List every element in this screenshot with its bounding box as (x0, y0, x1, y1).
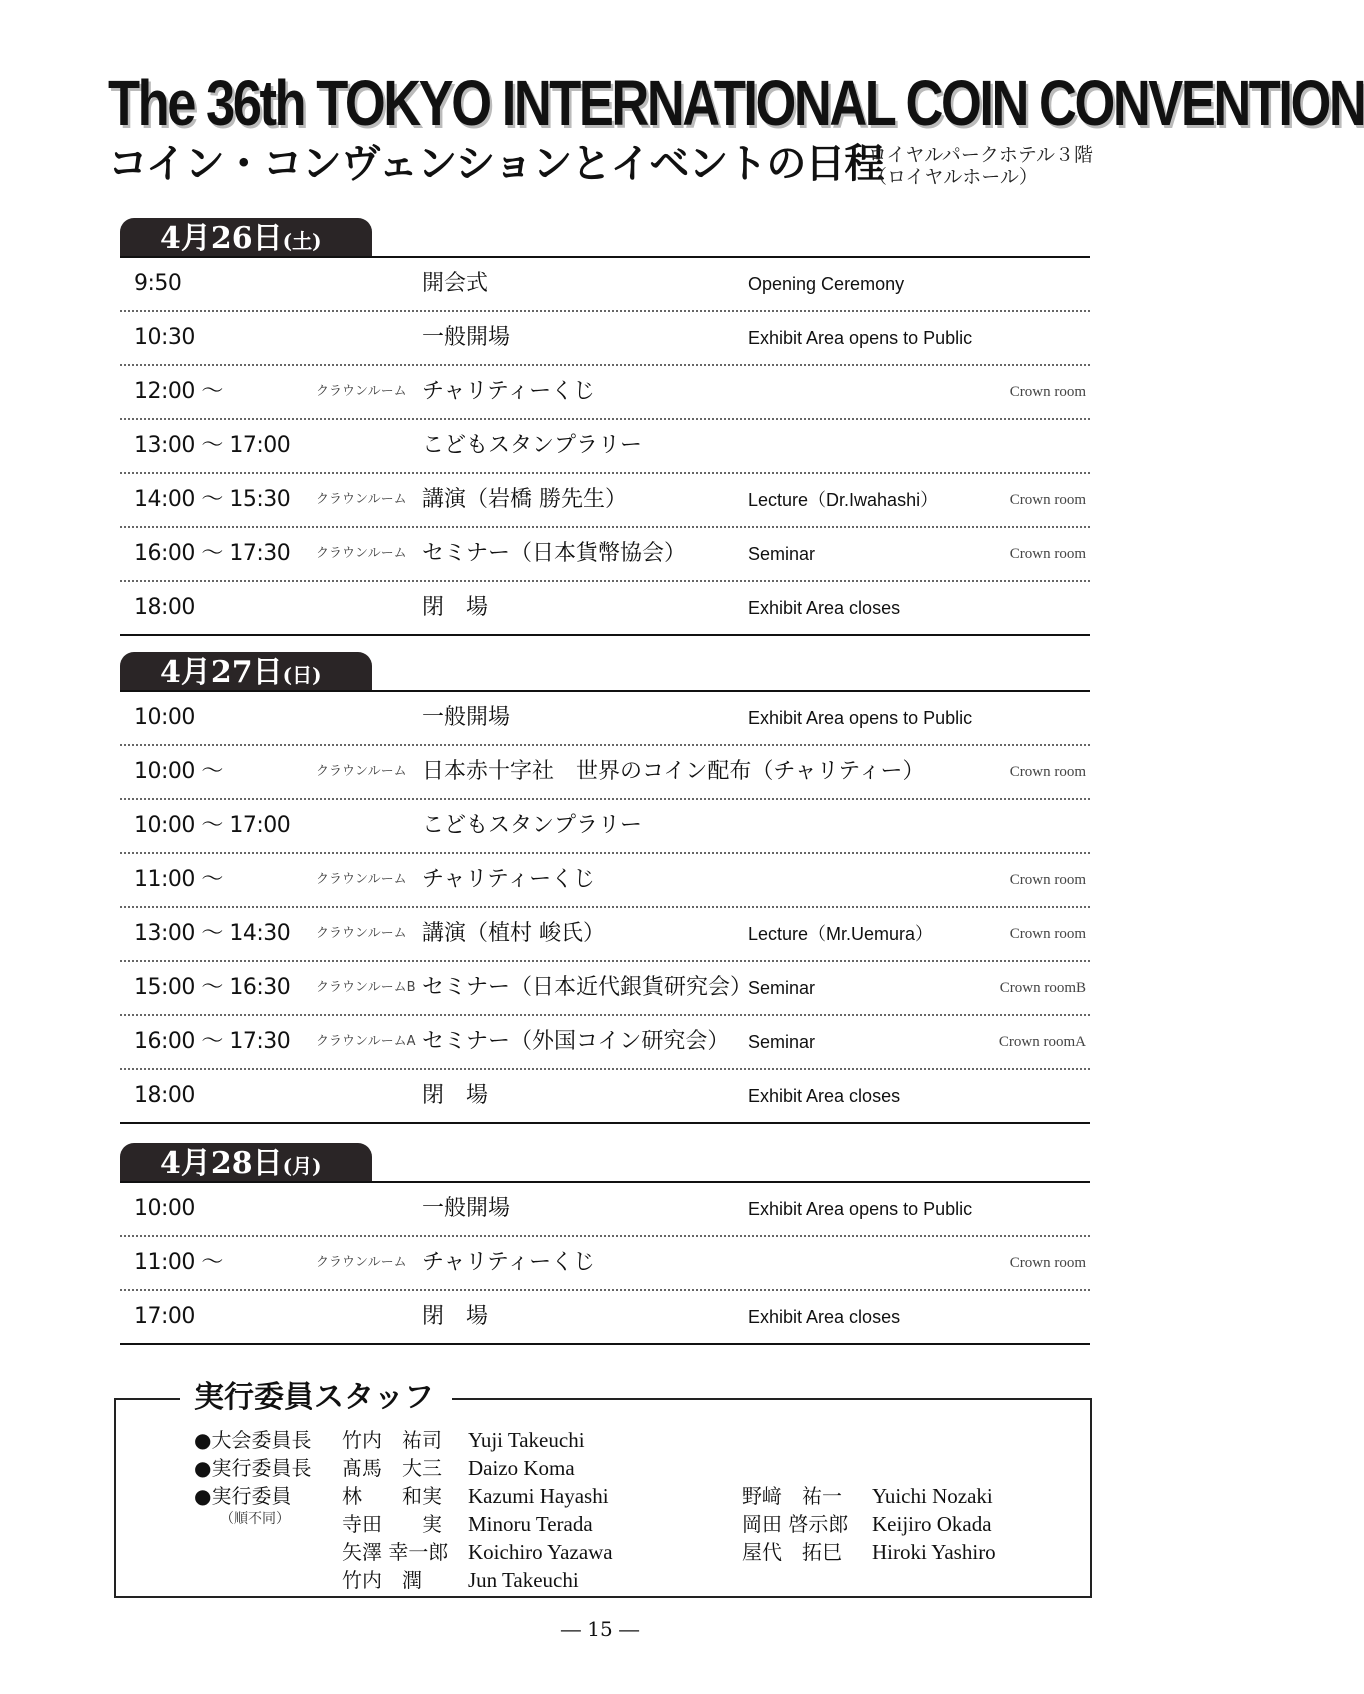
event-time: 15:00 ～ 16:30 (134, 975, 291, 1000)
schedule-row (120, 962, 1090, 1016)
schedule-row (120, 1237, 1090, 1291)
event-title-jp: 一般開場 (422, 1196, 511, 1221)
day-header (120, 1143, 1090, 1183)
event-title-jp: 日本赤十字社 世界のコイン配布（チャリティー） (422, 759, 925, 784)
schedule-row (120, 528, 1090, 582)
day-tab (120, 652, 372, 692)
event-title-en: Opening Ceremony (748, 274, 905, 294)
event-time: 17:00 (134, 1304, 195, 1329)
staff-name-jp: 矢澤 幸一郎 (342, 1540, 449, 1564)
staff-name-en: Minoru Terada (468, 1512, 593, 1536)
schedule-row (120, 1016, 1090, 1070)
staff-role: ●大会委員長 (194, 1428, 312, 1452)
event-title-jp: 一般開場 (422, 705, 511, 730)
event-title-jp: 一般開場 (422, 325, 511, 350)
event-room-jp: クラウンルームB (316, 980, 416, 995)
event-room-en: Crown room (1009, 492, 1086, 508)
staff-title: 実行委員スタッフ (180, 1376, 452, 1420)
day-section (120, 652, 1090, 1124)
event-title-jp: チャリティーくじ (422, 379, 596, 404)
event-title-jp: チャリティーくじ (422, 1250, 596, 1275)
day-section (120, 218, 1090, 636)
event-time: 10:00 ～ (134, 759, 223, 784)
schedule-row (120, 312, 1090, 366)
event-title-en: Seminar (748, 1032, 816, 1052)
staff-name-jp: 野﨑 祐一 (742, 1484, 842, 1508)
order-note: （順不同） (220, 1511, 290, 1527)
event-title-en: Seminar (748, 544, 816, 564)
event-room-en: Crown roomA (998, 1034, 1086, 1050)
venue-line: （ロイヤルホール） (868, 166, 1038, 188)
event-title-jp: 講演（植村 峻氏） (422, 921, 605, 946)
schedule-row (120, 1070, 1090, 1124)
schedule-row (120, 800, 1090, 854)
event-title-en: Exhibit Area closes (748, 598, 901, 618)
staff-name-en: Jun Takeuchi (468, 1568, 579, 1592)
staff-role: ●実行委員長 (194, 1456, 312, 1480)
day-tab (120, 218, 372, 258)
event-time: 18:00 (134, 1083, 195, 1108)
event-title-jp: 講演（岩橋 勝先生） (422, 487, 627, 512)
event-room-en: Crown roomB (999, 980, 1086, 996)
event-title-en: Lecture（Mr.Uemura） (748, 924, 934, 944)
day-of-week: (日) (282, 663, 322, 687)
event-title-jp: セミナー（日本近代銀貨研究会） (422, 975, 753, 1000)
staff-name-en: Daizo Koma (468, 1456, 575, 1480)
event-title-jp: 閉 場 (422, 1304, 489, 1329)
day-date: 4月27日 (160, 655, 283, 690)
page-title: The 36th TOKYO INTERNATIONAL COIN CONVENTION (108, 67, 1364, 139)
schedule-row (120, 1183, 1090, 1237)
staff-name-jp: 林 和実 (342, 1484, 442, 1508)
event-title-jp: 閉 場 (422, 1083, 489, 1108)
event-time: 9:50 (134, 271, 182, 296)
staff-name-en: Yuji Takeuchi (468, 1428, 585, 1452)
schedule-row (120, 366, 1090, 420)
event-room-en: Crown room (1009, 764, 1086, 780)
event-room-jp: クラウンルーム (316, 492, 407, 507)
staff-name-jp: 屋代 拓巳 (742, 1540, 842, 1564)
staff-name-jp: 髙馬 大三 (342, 1456, 442, 1480)
day-date: 4月26日 (160, 221, 283, 256)
event-room-en: Crown room (1009, 872, 1086, 888)
day-header (120, 652, 1090, 692)
event-title-jp: 開会式 (422, 271, 489, 296)
staff-name-en: Keijiro Okada (872, 1512, 992, 1536)
event-title-en: Lecture（Dr.Iwahashi） (748, 490, 939, 510)
event-title-jp: こどもスタンプラリー (422, 813, 643, 838)
event-time: 10:00 (134, 705, 195, 730)
page-number: ― 15 ― (560, 1617, 640, 1641)
event-time: 10:30 (134, 325, 195, 350)
schedule-row (120, 420, 1090, 474)
page-subtitle: コイン・コンヴェンションとイベントの日程 (108, 141, 884, 187)
schedule-row (120, 692, 1090, 746)
venue (868, 144, 1093, 188)
event-room-jp: クラウンルーム (316, 546, 407, 561)
event-title-jp: こどもスタンプラリー (422, 433, 643, 458)
event-title-jp: セミナー（日本貨幣協会） (422, 541, 687, 566)
day-header (120, 218, 1090, 258)
event-time: 13:00 ～ 17:00 (134, 433, 291, 458)
staff-name-en: Hiroki Yashiro (872, 1540, 996, 1564)
event-time: 16:00 ～ 17:30 (134, 541, 291, 566)
event-room-en: Crown room (1009, 384, 1086, 400)
event-title-jp: 閉 場 (422, 595, 489, 620)
staff-row (194, 1426, 1074, 1454)
staff-name-en: Koichiro Yazawa (468, 1540, 613, 1564)
event-title-jp: セミナー（外国コイン研究会） (422, 1029, 730, 1054)
event-room-en: Crown room (1009, 546, 1086, 562)
event-title-en: Exhibit Area opens to Public (748, 708, 973, 728)
event-room-jp: クラウンルーム (316, 926, 407, 941)
day-date: 4月28日 (160, 1146, 283, 1181)
staff-row (194, 1454, 1074, 1482)
event-room-jp: クラウンルーム (316, 764, 407, 779)
event-room-jp: クラウンルーム (316, 872, 407, 887)
staff-name-jp: 寺田 実 (342, 1512, 442, 1536)
staff-row (194, 1482, 1074, 1510)
staff-name-en: Yuichi Nozaki (872, 1484, 993, 1508)
staff-name-jp: 岡田 啓示郎 (742, 1512, 849, 1536)
day-tab (120, 1143, 372, 1183)
event-title-en: Exhibit Area closes (748, 1307, 901, 1327)
event-room-jp: クラウンルームA (316, 1034, 416, 1049)
venue-line: ロイヤルパークホテル３階 (868, 144, 1093, 166)
schedule-row (120, 746, 1090, 800)
event-title-en: Exhibit Area opens to Public (748, 328, 973, 348)
event-time: 11:00 ～ (134, 867, 223, 892)
event-title-en: Seminar (748, 978, 816, 998)
staff-name-jp: 竹内 祐司 (342, 1428, 442, 1452)
event-time: 12:00 ～ (134, 379, 223, 404)
event-title-en: Exhibit Area opens to Public (748, 1199, 973, 1219)
staff-name-jp: 竹内 潤 (342, 1568, 422, 1592)
day-of-week: (土) (282, 229, 322, 253)
event-time: 13:00 ～ 14:30 (134, 921, 291, 946)
schedule-row (120, 854, 1090, 908)
event-time: 14:00 ～ 15:30 (134, 487, 291, 512)
schedule-row (120, 908, 1090, 962)
event-title-en: Exhibit Area closes (748, 1086, 901, 1106)
day-of-week: (月) (282, 1154, 322, 1178)
event-room-jp: クラウンルーム (316, 1255, 407, 1270)
staff-row (194, 1566, 1074, 1594)
event-time: 18:00 (134, 595, 195, 620)
staff-box (114, 1380, 1092, 1598)
event-title-jp: チャリティーくじ (422, 867, 596, 892)
day-section (120, 1143, 1090, 1345)
schedule-row (120, 1291, 1090, 1345)
event-room-en: Crown room (1009, 1255, 1086, 1271)
event-room-jp: クラウンルーム (316, 384, 407, 399)
event-room-en: Crown room (1009, 926, 1086, 942)
event-time: 10:00 (134, 1196, 195, 1221)
schedule-row (120, 474, 1090, 528)
event-time: 10:00 ～ 17:00 (134, 813, 291, 838)
event-time: 11:00 ～ (134, 1250, 223, 1275)
schedule-row (120, 582, 1090, 636)
staff-name-en: Kazumi Hayashi (468, 1484, 609, 1508)
staff-row (194, 1510, 1074, 1538)
event-time: 16:00 ～ 17:30 (134, 1029, 291, 1054)
schedule-row (120, 258, 1090, 312)
staff-role: ●実行委員 (194, 1484, 292, 1508)
staff-row (194, 1538, 1074, 1566)
